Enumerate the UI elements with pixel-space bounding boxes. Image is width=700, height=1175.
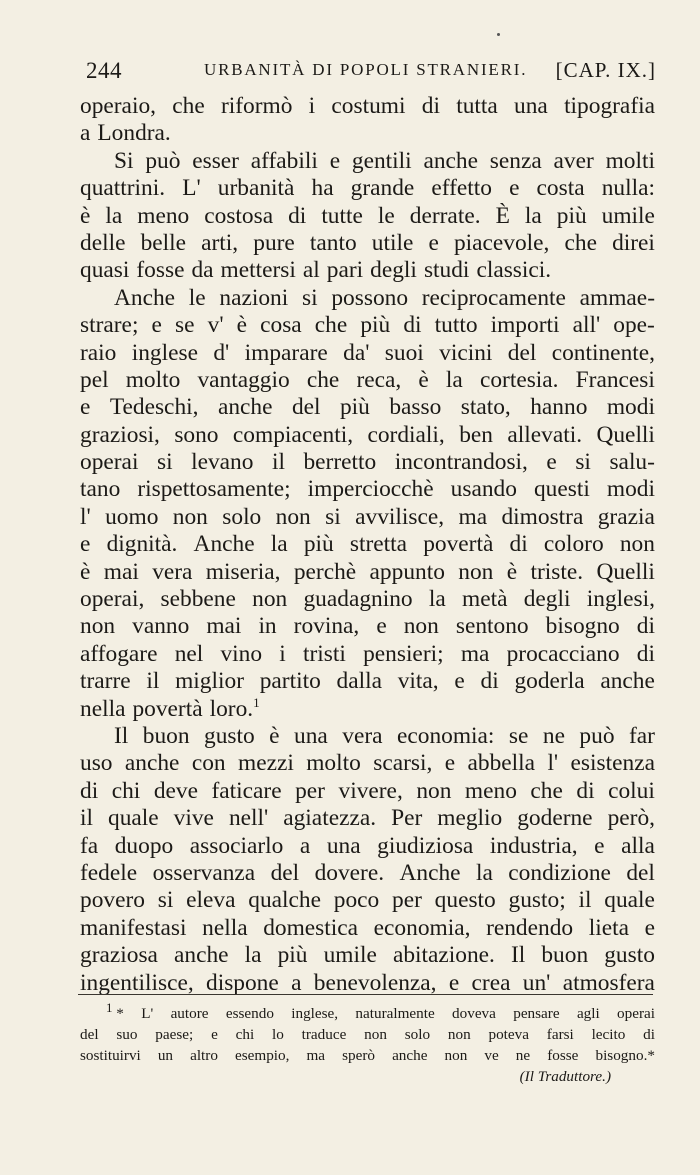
text-line: operaio, che riformò i costumi di tutta una tipografia bbox=[80, 93, 655, 119]
text-line: il quale vive nell' agiatezza. Per meglio goderne però, bbox=[80, 805, 655, 832]
text-line: e Tedeschi, anche del più basso stato, hanno modi bbox=[80, 394, 655, 421]
text-line: è mai vera miseria, perchè appunto non è triste. Quelli bbox=[80, 558, 655, 585]
footnote bbox=[80, 999, 655, 1087]
page-number: 244 bbox=[86, 58, 122, 83]
text-line: l' uomo non solo non si avvilisce, ma dimostra grazia bbox=[80, 503, 655, 530]
text-line: uso anche con mezzi molto scarsi, e abbella l' esistenza bbox=[80, 750, 655, 777]
text-line: ingentilisce, dispone a benevolenza, e crea un' atmosfera bbox=[80, 969, 655, 996]
page-header bbox=[80, 58, 660, 88]
text-line: tano rispettosamente; imperciocchè usando questi modi bbox=[80, 476, 655, 503]
text-line: strare; e se v' è cosa che più di tutto importi all' ope- bbox=[80, 312, 655, 339]
text-line: nella povertà loro.$^1$ bbox=[80, 694, 260, 722]
footnote-number: 1 bbox=[106, 999, 113, 1015]
text-line: è la meno costosa di tutte le derrate. È la più umile bbox=[80, 202, 655, 229]
footnote-line: 1 * L' autore essendo inglese, naturalmente doveva pensare agli operai bbox=[106, 999, 655, 1022]
text-line: manifestasi nella domestica economia, rendendo lieta e bbox=[80, 914, 655, 941]
text-line: raio inglese d' imparare da' suoi vicini del continente, bbox=[80, 339, 655, 366]
text-line: operai si levano il berretto incontrandosi, e si salu- bbox=[80, 449, 655, 476]
text-line: quasi fosse da mettersi al pari degli studi classici. bbox=[80, 257, 552, 284]
text-line: pel molto vantaggio che reca, è la cortesia. Francesi bbox=[80, 366, 655, 393]
text-line: graziosa anche la più umile abitazione. Il buon gusto bbox=[80, 942, 655, 969]
ink-speck bbox=[497, 33, 500, 36]
text-line: delle belle arti, pure tanto utile e piacevole, che direi bbox=[80, 229, 655, 256]
text-line: operai, sebbene non guadagnino la metà degli inglesi, bbox=[80, 586, 655, 613]
text-line: trarre il miglior partito dalla vita, e di goderla anche bbox=[80, 668, 655, 695]
text-line: povero si eleva qualche poco per questo gusto; il quale bbox=[80, 887, 655, 914]
text-line: quattrini. L' urbanità ha grande effetto e costa nulla: bbox=[80, 175, 655, 202]
footnote-line: del suo paese; e chi lo traduce non solo non poteva farsi lecito di bbox=[80, 1026, 655, 1043]
chapter-reference: [CAP. IX.] bbox=[555, 58, 656, 82]
text-line: Il buon gusto è una vera economia: se ne può far bbox=[114, 722, 655, 749]
text-line: Anche le nazioni si possono reciprocamente ammae- bbox=[114, 284, 655, 311]
footnote-marker: 1 bbox=[253, 694, 260, 710]
running-title: URBANITÀ DI POPOLI STRANIERI. bbox=[204, 60, 528, 79]
text-line: a Londra. bbox=[80, 120, 171, 147]
text-line: e dignità. Anche la più stretta povertà di coloro non bbox=[80, 531, 655, 558]
footnote-line: sostituirvi un altro esempio, ma sperò anche non ve ne fosse bisogno.* bbox=[80, 1047, 655, 1064]
text-line: graziosi, sono compiacenti, cordiali, ben allevati. Quelli bbox=[80, 421, 655, 448]
text-line: fa duopo associarlo a una giudiziosa industria, e alla bbox=[80, 832, 655, 859]
text-line: non vanno mai in rovina, e non sentono bisogno di bbox=[80, 613, 655, 640]
text-line: affogare nel vino i tristi pensieri; ma procacciano di bbox=[80, 640, 655, 667]
text-line: Si può esser affabili e gentili anche senza aver molti bbox=[114, 147, 655, 174]
body-text bbox=[80, 93, 655, 997]
text-line: di chi deve faticare per vivere, non meno che di colui bbox=[80, 777, 655, 804]
text-line: fedele osservanza del dovere. Anche la condizione del bbox=[80, 859, 655, 886]
translator-signature: (Il Traduttore.) bbox=[519, 1068, 611, 1085]
footnote-rule bbox=[78, 994, 653, 995]
